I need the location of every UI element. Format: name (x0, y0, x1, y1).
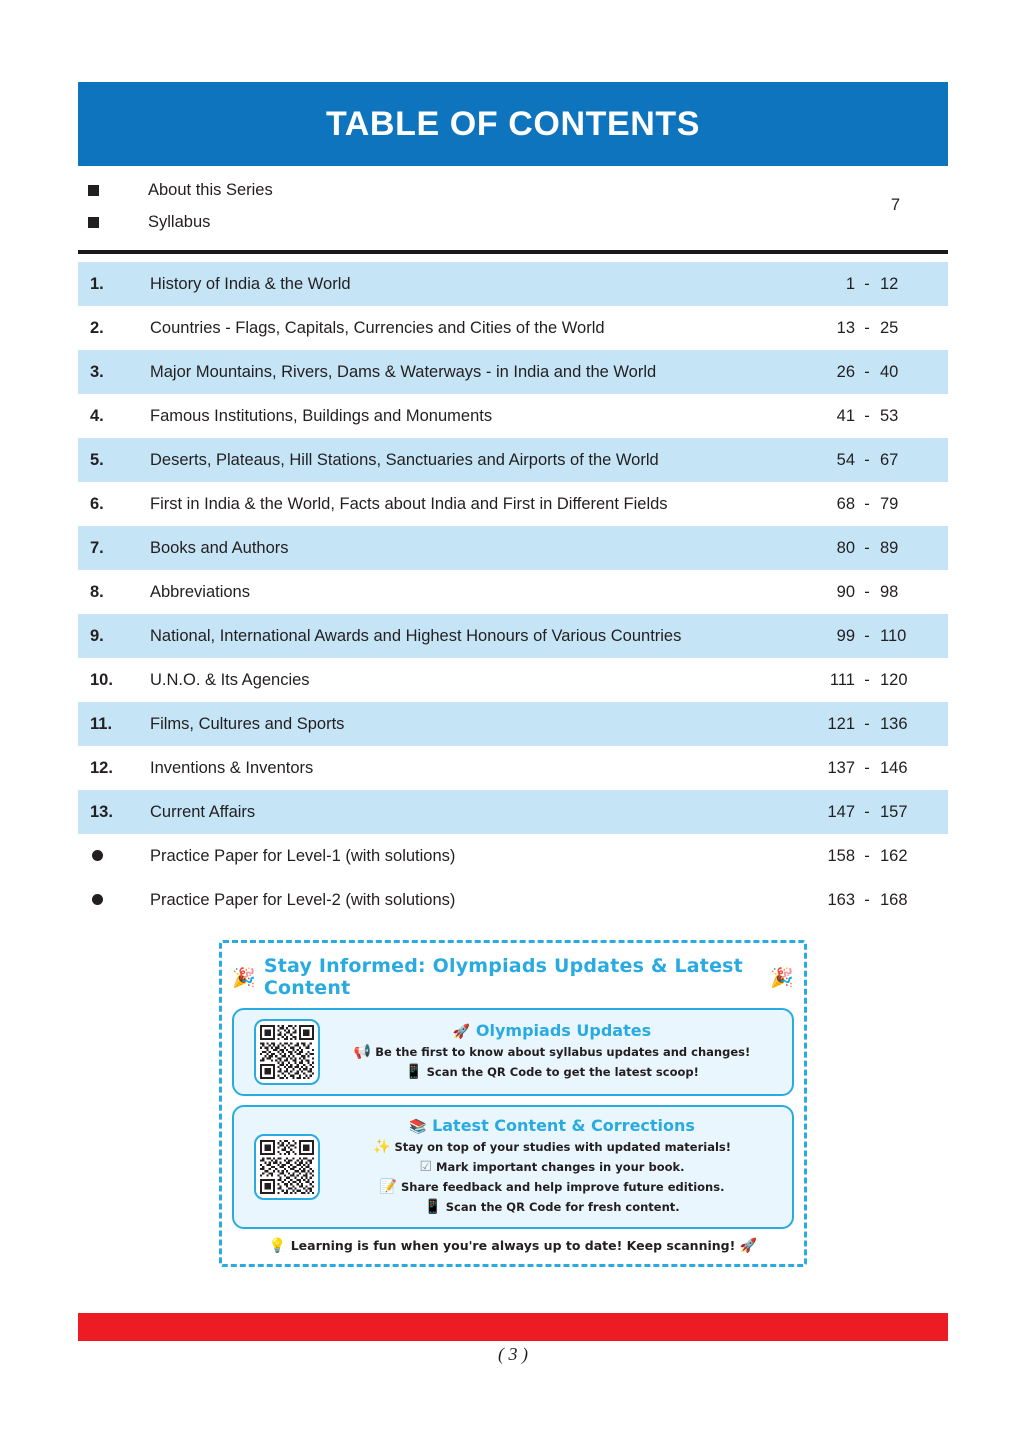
promo-panel-body (330, 1021, 780, 1083)
page-to: 168 (880, 890, 908, 909)
front-matter-label: About this Series (148, 180, 273, 199)
front-matter-page-number: 7 (890, 196, 900, 214)
page-dash: - (855, 262, 879, 306)
promo-panel-olympiads-updates (232, 1008, 794, 1096)
page-to: 157 (879, 790, 948, 834)
page-dash: - (864, 670, 870, 689)
table-row[interactable] (78, 878, 948, 922)
toc-table (78, 262, 948, 922)
table-row[interactable] (78, 350, 948, 394)
promo-panel-latest-content (232, 1105, 794, 1229)
sparkles-icon: ✨ (372, 1139, 391, 1155)
page-to: 110 (879, 614, 948, 658)
table-row[interactable] (78, 614, 948, 658)
chapter-number: 1. (78, 262, 150, 306)
chapter-number: 13. (78, 790, 150, 834)
chapter-number: 11. (78, 702, 150, 746)
page-to: 146 (880, 758, 908, 777)
page-from: 26 (794, 350, 855, 394)
promo-footer-row (232, 1238, 794, 1254)
chapter-number: 2. (90, 318, 104, 337)
chapter-title: Current Affairs (150, 790, 794, 834)
table-row[interactable] (78, 570, 948, 614)
page-dash: - (864, 846, 870, 865)
promo-panel-line (330, 1178, 774, 1198)
table-row[interactable] (78, 834, 948, 878)
page-from: 111 (829, 670, 855, 689)
table-row[interactable] (78, 394, 948, 438)
chapter-title: Abbreviations (150, 582, 250, 601)
page-dash: - (864, 582, 870, 601)
party-popper-icon: 🎉 (770, 966, 794, 989)
promo-panel-line-text: Scan the QR Code for fresh content. (445, 1199, 680, 1214)
promo-panel-line-text: Share feedback and help improve future editions. (401, 1179, 725, 1194)
promo-panel-line-text: Stay on top of your studies with updated materials! (394, 1140, 732, 1154)
toc-table-body (78, 262, 948, 922)
page-dash: - (864, 318, 870, 337)
promo-title-row (232, 955, 794, 999)
page-dash: - (855, 526, 879, 570)
chapter-title: U.N.O. & Its Agencies (150, 670, 310, 689)
page-to: 120 (880, 670, 908, 689)
qr-code-latest-content[interactable] (254, 1134, 320, 1200)
chapter-title: Major Mountains, Rivers, Dams & Waterways - in India and the World (150, 350, 794, 394)
promo-box (219, 940, 807, 1267)
page-from: 137 (827, 758, 855, 777)
check-box-icon: ☑ (419, 1158, 433, 1175)
chapter-title: Deserts, Plateaus, Hill Stations, Sanctuaries and Airports of the World (150, 438, 794, 482)
promo-panel-line-text: Scan the QR Code to get the latest scoop! (426, 1065, 699, 1079)
promo-panel-line (330, 1158, 774, 1178)
books-icon: 📚 (409, 1119, 427, 1135)
page-to: 136 (879, 702, 948, 746)
chapter-title: Inventions & Inventors (150, 758, 314, 777)
page-title: TABLE OF CONTENTS (325, 104, 701, 143)
chapter-title: Books and Authors (150, 526, 794, 570)
table-row[interactable] (78, 306, 948, 350)
rocket-icon: 🚀 (739, 1237, 758, 1254)
page-from: 68 (836, 494, 855, 513)
front-matter-label: Syllabus (148, 212, 211, 231)
list-item[interactable] (78, 174, 948, 206)
square-bullet-icon (78, 217, 148, 228)
page-from: 1 (794, 262, 855, 306)
chapter-number: 4. (90, 406, 104, 425)
chapter-title: History of India & the World (150, 262, 794, 306)
page-to: 40 (879, 350, 948, 394)
chapter-number: 8. (90, 582, 104, 601)
promo-panel-line-text: Mark important changes in your book. (436, 1159, 685, 1174)
promo-panel-line (330, 1063, 774, 1083)
table-row[interactable] (78, 702, 948, 746)
toc-header-banner (78, 82, 948, 166)
toc-page (78, 0, 948, 1440)
page-to: 67 (879, 438, 948, 482)
chapter-number: 3. (78, 350, 150, 394)
chapter-number: 12. (90, 758, 113, 777)
page-number: ( 3 ) (498, 1344, 528, 1364)
page-to: 12 (879, 262, 948, 306)
page-dash: - (855, 438, 879, 482)
chapter-title: Famous Institutions, Buildings and Monuments (150, 406, 493, 425)
qr-code-olympiads-updates[interactable] (254, 1019, 320, 1085)
page-to: 53 (880, 406, 899, 425)
party-popper-icon: 🎉 (232, 966, 256, 989)
promo-panel-line (330, 1043, 774, 1063)
promo-section (78, 940, 948, 1267)
qr-code-image (260, 1140, 314, 1194)
promo-panel-line-text: Be the first to know about syllabus updates and changes! (375, 1045, 751, 1060)
footer-red-bar (78, 1313, 948, 1341)
front-matter-list (78, 166, 948, 244)
qr-code-image (260, 1025, 314, 1079)
promo-panel-body (330, 1116, 780, 1218)
page-from: 41 (836, 406, 855, 425)
page-to: 89 (879, 526, 948, 570)
square-bullet-icon (78, 185, 148, 196)
table-row[interactable] (78, 438, 948, 482)
page-dash: - (855, 790, 879, 834)
mobile-phone-icon: 📱 (405, 1064, 423, 1080)
chapter-number: 6. (90, 494, 104, 513)
table-row[interactable] (78, 746, 948, 790)
page-from: 121 (794, 702, 855, 746)
promo-panel-line (330, 1138, 774, 1158)
section-divider (78, 250, 948, 254)
page-from: 13 (836, 318, 855, 337)
page-from: 80 (794, 526, 855, 570)
page-from: 54 (794, 438, 855, 482)
page-from: 163 (827, 890, 855, 909)
chapter-title: National, International Awards and Highest Honours of Various Countries (150, 614, 794, 658)
page-to: 162 (880, 846, 908, 865)
table-row[interactable] (78, 526, 948, 570)
promo-footer-text: Learning is fun when you're always up to date! Keep scanning! (290, 1237, 736, 1253)
round-bullet-icon (78, 878, 150, 922)
page-from: 147 (794, 790, 855, 834)
promo-panel-heading-row (330, 1116, 774, 1135)
chapter-title: Countries - Flags, Capitals, Currencies and Cities of the World (150, 318, 605, 337)
promo-title: Stay Informed: Olympiads Updates & Latest Content (263, 955, 743, 999)
light-bulb-icon: 💡 (268, 1237, 287, 1254)
practice-paper-title: Practice Paper for Level-1 (with solutions) (150, 846, 456, 865)
list-item[interactable] (78, 206, 948, 238)
page-to: 25 (880, 318, 899, 337)
page-dash: - (855, 702, 879, 746)
rocket-icon: 🚀 (452, 1024, 471, 1041)
promo-panel-heading-row (330, 1021, 774, 1040)
page-to: 79 (880, 494, 899, 513)
table-row[interactable] (78, 262, 948, 306)
promo-panel-heading: Latest Content & Corrections (432, 1116, 695, 1135)
page-from: 99 (794, 614, 855, 658)
mobile-phone-icon: 📱 (424, 1198, 442, 1215)
page-dash: - (864, 494, 870, 513)
megaphone-icon: 📢 (353, 1044, 372, 1061)
page-from: 158 (827, 846, 855, 865)
memo-icon: 📝 (379, 1178, 397, 1195)
page-dash: - (864, 758, 870, 777)
practice-paper-title: Practice Paper for Level-2 (with solutions) (150, 890, 456, 909)
page-dash: - (855, 614, 879, 658)
chapter-number: 10. (90, 670, 113, 689)
promo-panel-line (330, 1198, 774, 1218)
chapter-title: Films, Cultures and Sports (150, 702, 794, 746)
page-from: 90 (836, 582, 855, 601)
round-bullet-icon (78, 834, 150, 878)
table-row[interactable] (78, 482, 948, 526)
table-row[interactable] (78, 658, 948, 702)
chapter-number: 7. (78, 526, 150, 570)
chapter-number: 9. (78, 614, 150, 658)
page-to: 98 (880, 582, 899, 601)
page-dash: - (864, 890, 870, 909)
chapter-number: 5. (78, 438, 150, 482)
page-dash: - (855, 350, 879, 394)
table-row[interactable] (78, 790, 948, 834)
page-dash: - (864, 406, 870, 425)
promo-panel-heading: Olympiads Updates (475, 1021, 652, 1041)
chapter-title: First in India & the World, Facts about India and First in Different Fields (150, 494, 668, 513)
